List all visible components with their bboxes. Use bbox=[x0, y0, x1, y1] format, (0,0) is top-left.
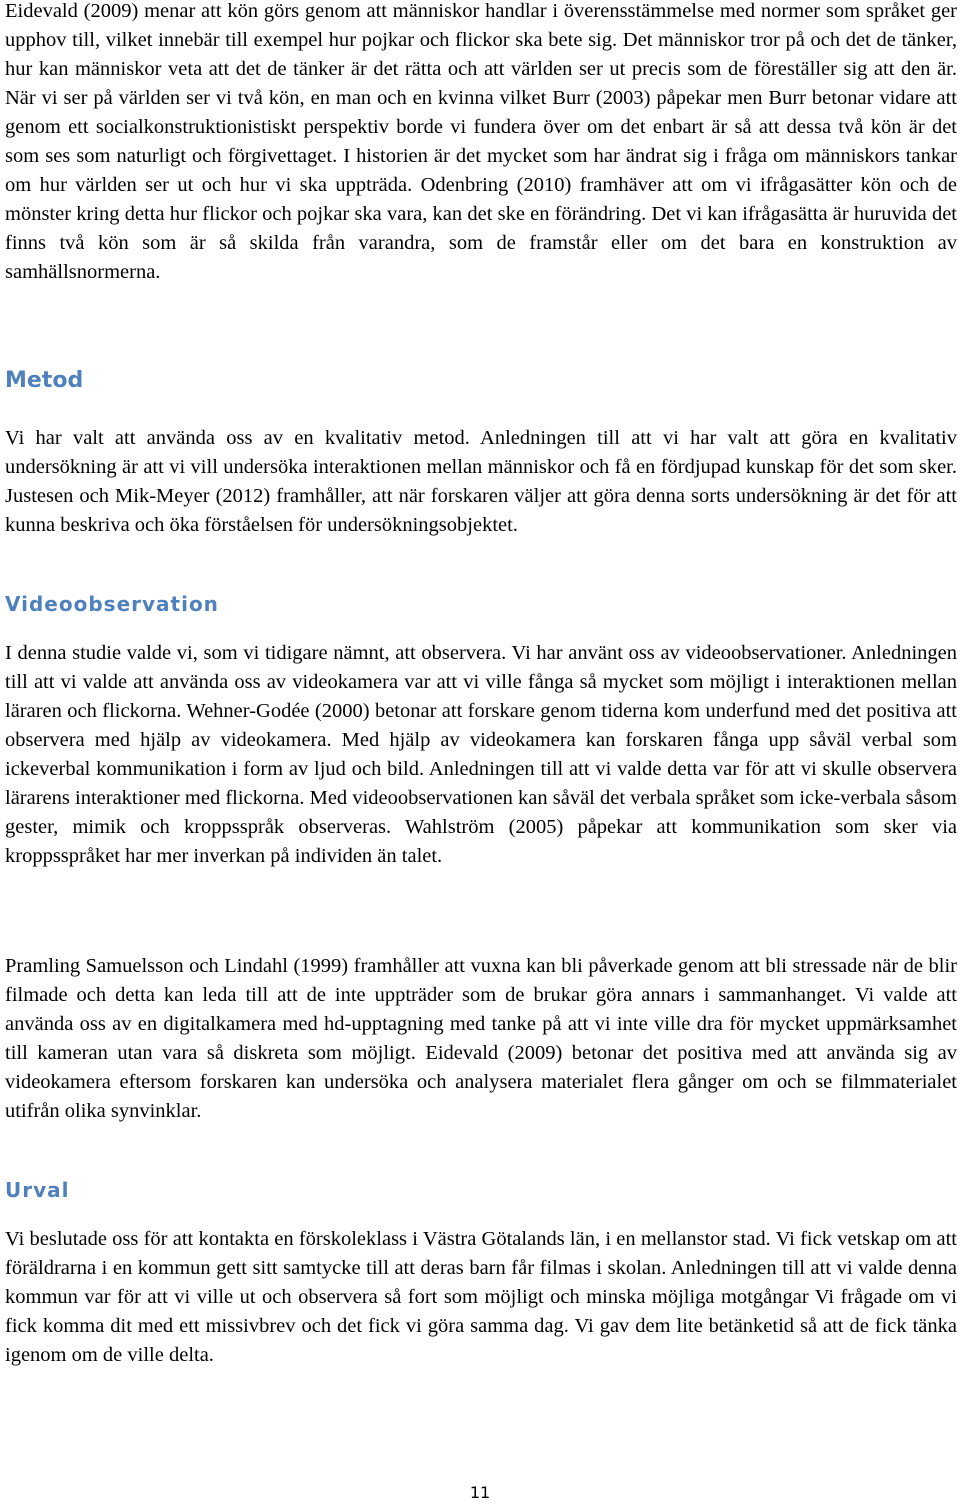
heading-urval: Urval bbox=[5, 1178, 70, 1202]
paragraph-metod: Vi har valt att använda oss av en kvalitativ metod. Anledningen till att vi har valt att göra en kvalitativ undersökning är att vi vill undersöka interaktionen mellan människor och få en fördjupad kunskap för det som sker. Justesen och Mik-Meyer (2012) framhåller, att när forskaren väljer att göra denna sorts undersökning är det för att kunna beskriva och öka förståelsen för undersökningsobjektet. bbox=[5, 427, 957, 536]
paragraph-intro: Eidevald (2009) menar att kön görs genom att människor handlar i överensstämmelse med normer som språket ger upphov till, vilket innebär till exempel hur pojkar och flickor ska bete sig. Det människor tror på och det de tänker, hur kan människor veta att det de tänker är det rätta och att världen ser ut precis som de föreställer sig att den är. När vi ser på världen ser vi två kön, en man och en kvinna vilket Burr (2003) påpekar men Burr betonar vidare att genom ett socialkonstruktionistiskt perspektiv borde vi fundera över om det enbart är så att dessa två kön är det som ses som naturligt och förgivettaget. I historien är det mycket som har ändrat sig i fråga om människors tankar om hur världen ser ut och hur vi ska uppträda. Odenbring (2010) framhäver att om vi ifrågasätter kön och de mönster kring detta hur flickor och pojkar ska vara, kan det ske en förändring. Det vi kan ifrågasätta är huruvida det finns två kön som är så skilda från varandra, som de framstår eller om det bara en konstruktion av samhällsnormerna. bbox=[5, 0, 957, 283]
paragraph-videoobservation-2: Pramling Samuelsson och Lindahl (1999) framhåller att vuxna kan bli påverkade genom att bli stressade när de blir filmade och detta kan leda till att de inte uppträder som de brukar göra annars i sammanhanget. Vi valde att använda oss av en digitalkamera med hd-upptagning med tanke på att vi inte ville dra för mycket uppmärksamhet till kameran utan vara så diskreta som möjligt. Eidevald (2009) betonar det positiva med att använda sig av videokamera eftersom forskaren kan undersöka och analysera materialet flera gånger om och se filmmaterialet utifrån olika synvinklar. bbox=[5, 955, 957, 1122]
page-number: 11 bbox=[469, 1483, 491, 1502]
heading-metod: Metod bbox=[5, 368, 84, 393]
paragraph-urval: Vi beslutade oss för att kontakta en förskoleklass i Västra Götalands län, i en mellanstor stad. Vi fick vetskap om att föräldrarna i en kommun gett sitt samtycke till att deras barn får filmas i skolan. Anledningen till att vi valde denna kommun var för att vi ville ut och observera så fort som möjligt och minska möjliga motgångar Vi frågade om vi fick komma dit med ett missivbrev och det fick vi göra samma dag. Vi gav dem lite betänketid så att de fick tänka igenom om de ville delta. bbox=[5, 1228, 957, 1366]
paragraph-videoobservation-1: I denna studie valde vi, som vi tidigare nämnt, att observera. Vi har använt oss av videoobservationer. Anledningen till att vi valde att använda oss av videokamera var att vi ville fånga så mycket som möjligt i interaktionen mellan läraren och flickorna. Wehner-Godée (2000) betonar att forskare genom tiderna kom underfund med det positiva att observera med hjälp av videokamera. Med hjälp av videokamera kan forskaren fånga upp såväl verbal som ickeverbal kommunikation i form av ljud och bild. Anledningen till att vi valde detta var för att vi skulle observera lärarens interaktioner med flickorna. Med videoobservationen kan såväl det verbala språket som icke-verbala såsom gester, mimik och kroppsspråk observeras. Wahlström (2005) påpekar att kommunikation som sker via kroppsspråket har mer inverkan på individen än talet. bbox=[5, 642, 957, 867]
heading-videoobservation: Videoobservation bbox=[5, 592, 219, 616]
